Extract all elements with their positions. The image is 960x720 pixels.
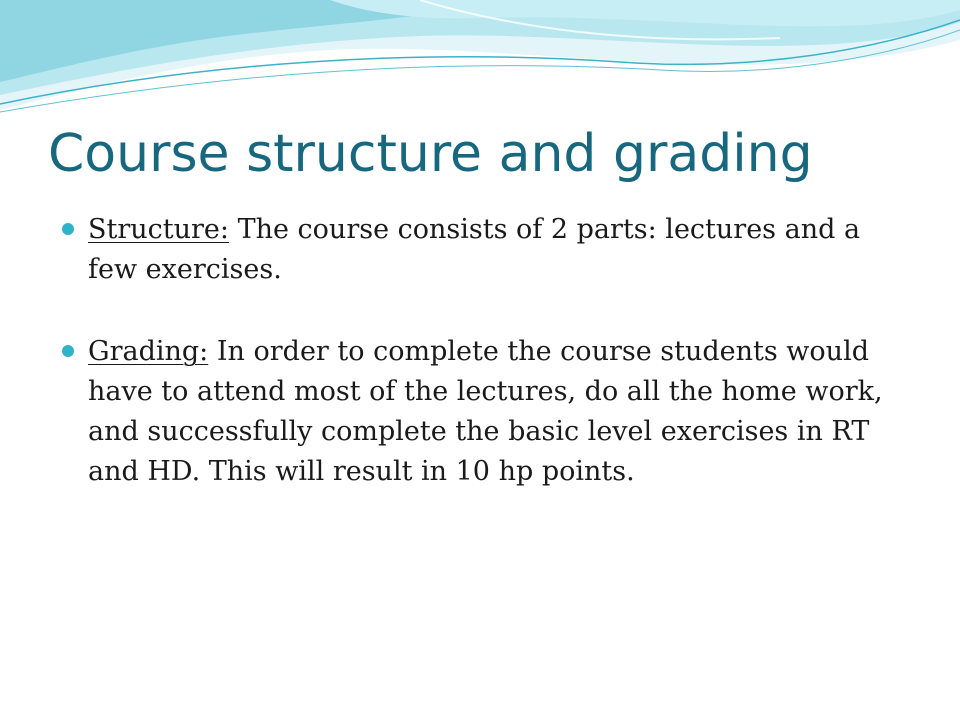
- bullet-list: [62, 210, 902, 492]
- bullet-label: Structure:: [88, 214, 229, 245]
- bullet-text: The course consists of 2 parts: lectures and a few exercises.: [88, 214, 861, 285]
- bullet-dot-icon: [62, 223, 74, 235]
- bullet-structure: [62, 210, 902, 290]
- bullet-text: In order to complete the course students would have to attend most of the lectures, do all the home work, and successfully complete the basic level exercises in RT and HD. This will result in 10 hp points.: [88, 336, 883, 487]
- bullet-label: Grading:: [88, 336, 209, 367]
- bullet-dot-icon: [62, 345, 74, 357]
- bullet-grading: [62, 332, 902, 492]
- wave-header-decoration: [0, 0, 960, 120]
- slide-title: Course structure and grading: [48, 124, 813, 184]
